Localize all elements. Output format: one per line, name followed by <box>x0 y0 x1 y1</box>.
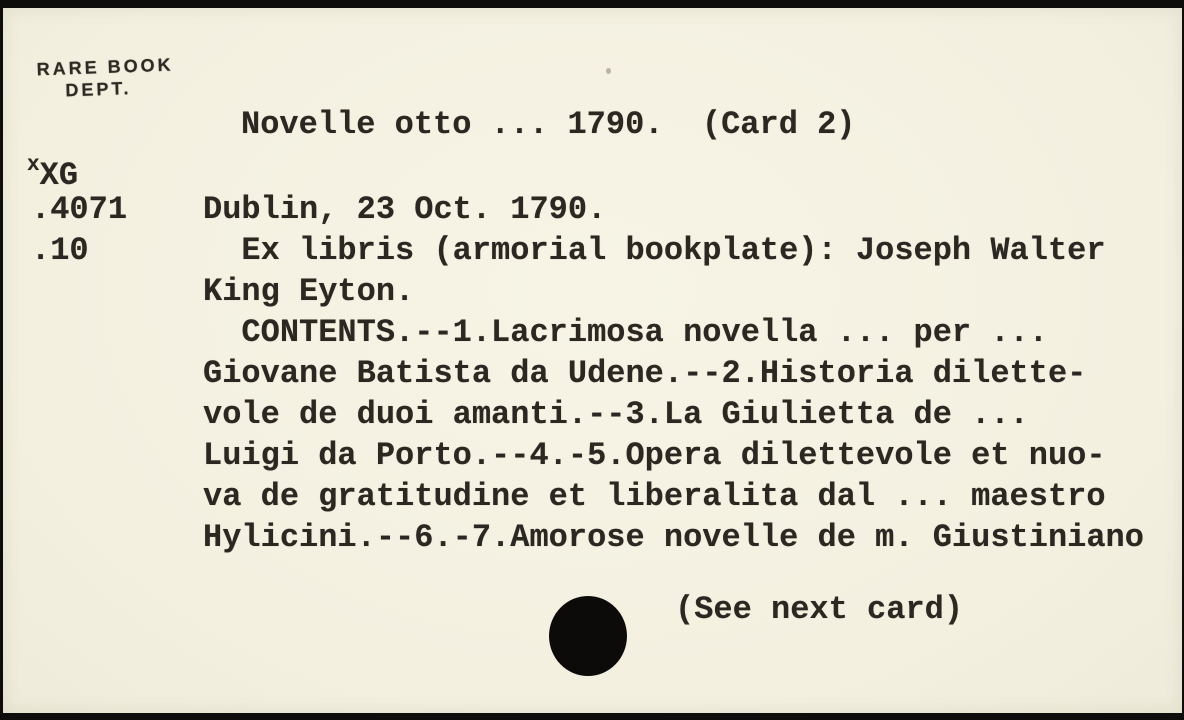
call-number-cutter-1: .4071 <box>31 191 128 228</box>
body-line: CONTENTS.--1.Lacrimosa novella ... per ... <box>203 314 1048 351</box>
rare-book-dept-stamp <box>36 54 174 103</box>
card-body <box>203 189 1144 558</box>
stamp-line-2: DEPT. <box>65 78 132 101</box>
card-heading: Novelle otto ... 1790. (Card 2) <box>241 106 856 143</box>
punch-hole-dot <box>549 596 627 676</box>
continuation-note: (See next card) <box>675 591 964 628</box>
body-line: Dublin, 23 Oct. 1790. <box>203 191 607 228</box>
body-line: vole de duoi amanti.--3.La Giulietta de ... <box>203 396 1029 433</box>
body-line: Giovane Batista da Udene.--2.Historia dilette- <box>203 355 1087 392</box>
stamp-line-1: RARE BOOK <box>36 54 174 80</box>
call-number-cutter-2: .10 <box>31 232 89 269</box>
call-number-letters: XG <box>39 157 79 194</box>
scan-speck <box>606 68 611 74</box>
body-line: King Eyton. <box>203 273 415 310</box>
index-card <box>3 8 1182 713</box>
call-number-superscript: x <box>27 154 40 177</box>
body-line: Hylicini.--6.-7.Amorose novelle de m. Giustiniano <box>203 519 1144 556</box>
body-line: Ex libris (armorial bookplate): Joseph Walter <box>203 232 1106 269</box>
body-line: va de gratitudine et liberalita dal ... maestro <box>203 478 1106 515</box>
body-line: Luigi da Porto.--4.-5.Opera dilettevole et nuo- <box>203 437 1106 474</box>
